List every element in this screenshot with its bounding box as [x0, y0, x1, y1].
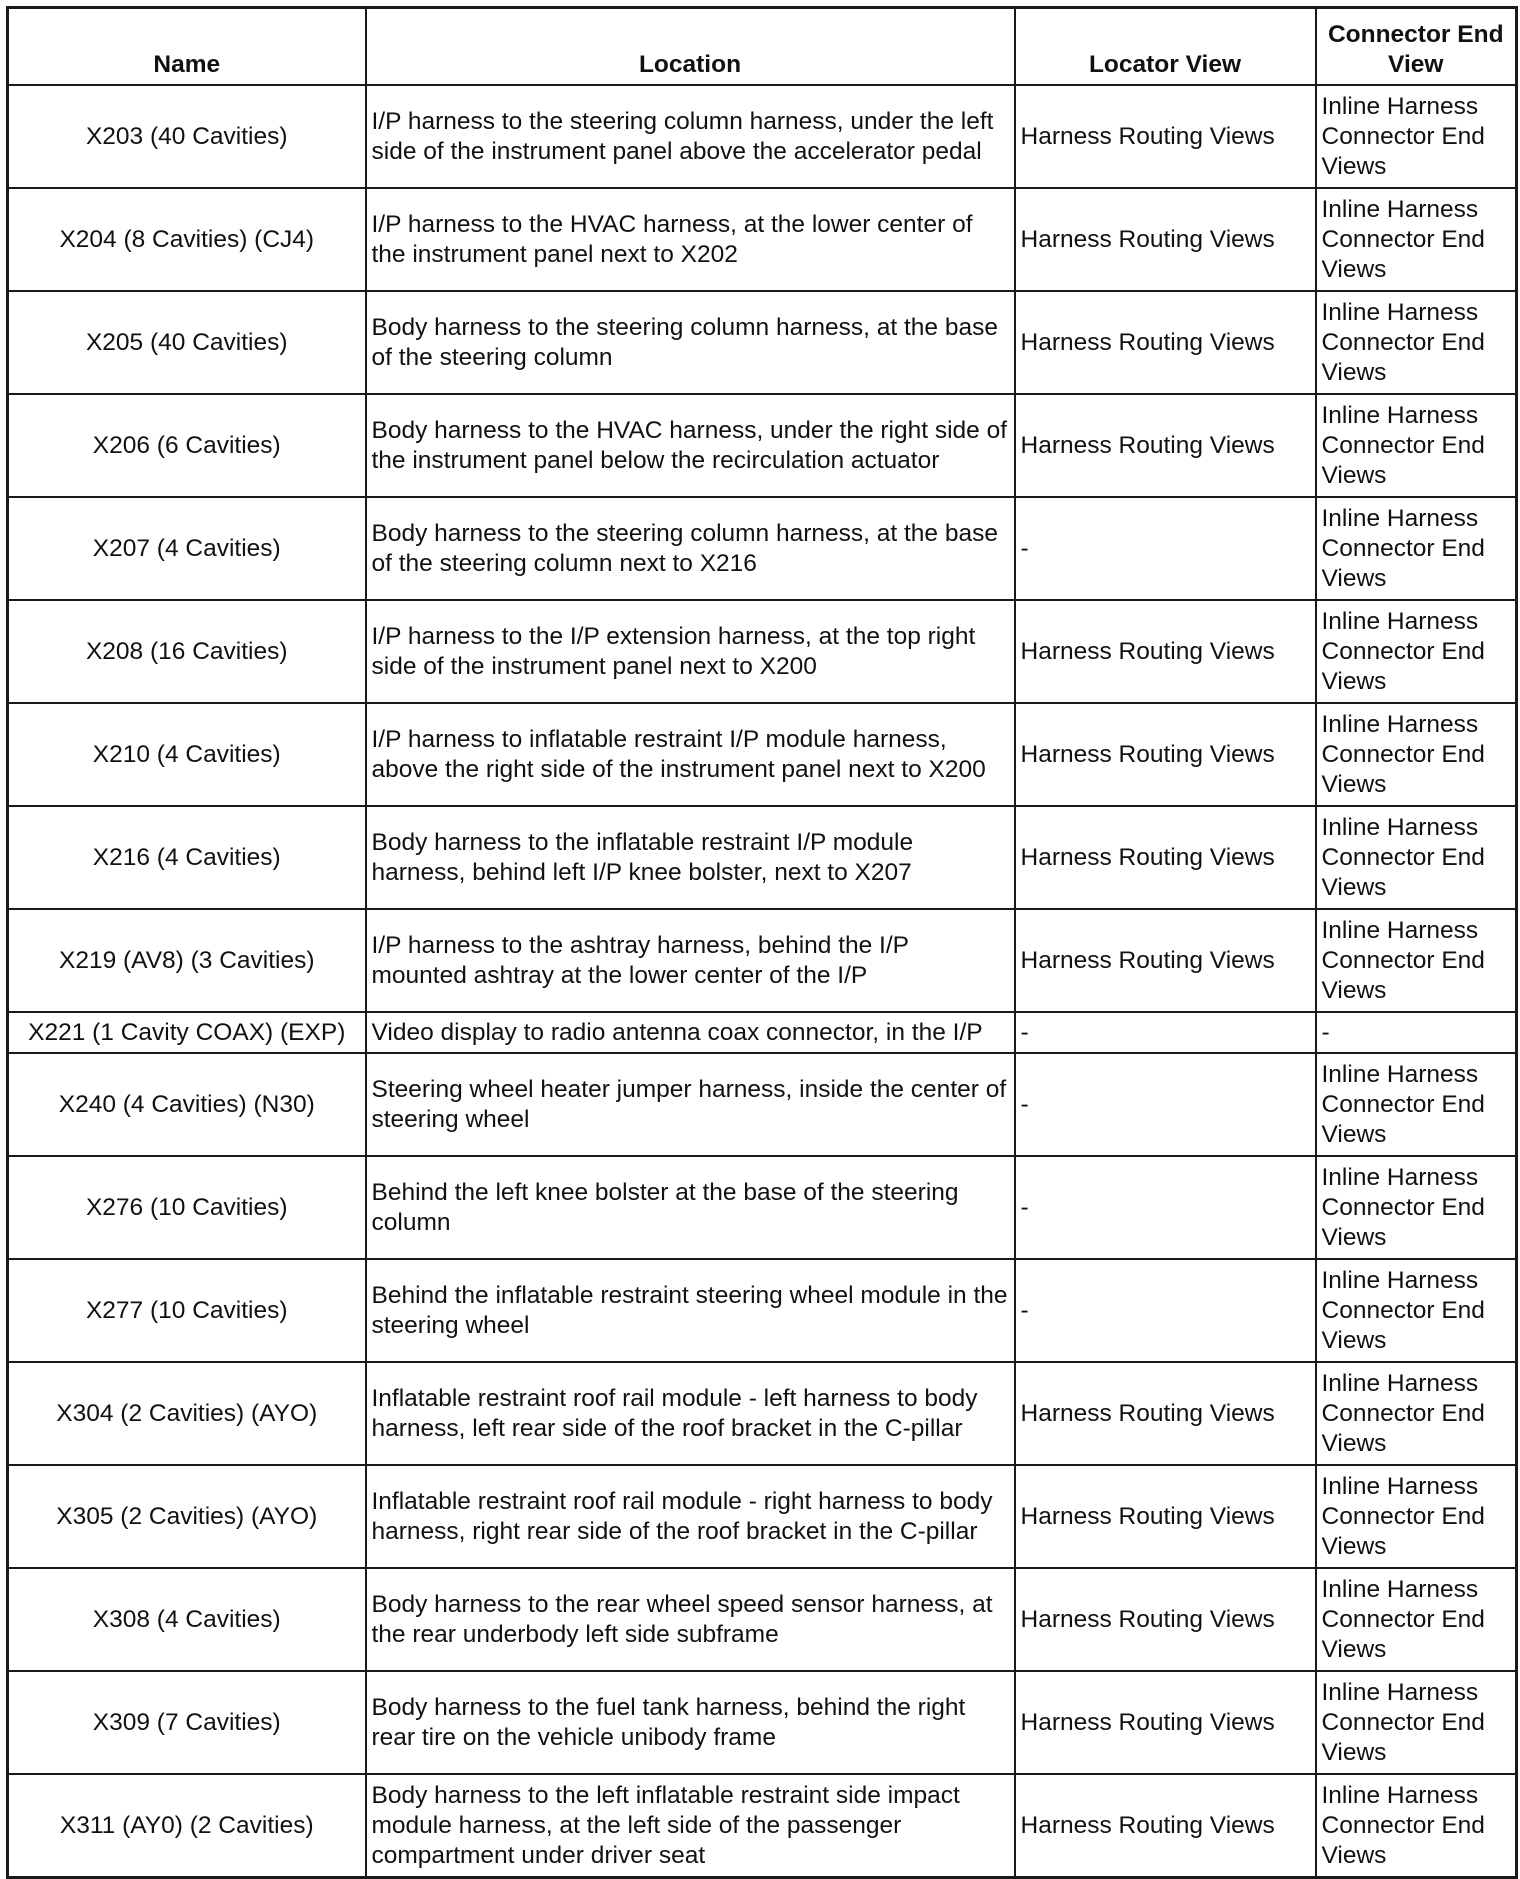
cell-location: Body harness to the rear wheel speed sensor harness, at the rear underbody left side subframe	[366, 1568, 1015, 1671]
cell-locator-view: -	[1015, 497, 1316, 600]
table-row	[8, 1465, 1517, 1568]
connector-table	[6, 6, 1518, 1879]
cell-connector-end-view: Inline Harness Connector End Views	[1316, 1671, 1517, 1774]
cell-connector-end-view: Inline Harness Connector End Views	[1316, 1259, 1517, 1362]
header-name: Name	[8, 8, 366, 86]
header-connector-end-view: Connector End View	[1316, 8, 1517, 86]
cell-connector-end-view: Inline Harness Connector End Views	[1316, 291, 1517, 394]
cell-locator-view: Harness Routing Views	[1015, 600, 1316, 703]
cell-name: X207 (4 Cavities)	[8, 497, 366, 600]
cell-name: X311 (AY0) (2 Cavities)	[8, 1774, 366, 1878]
cell-name: X305 (2 Cavities) (AYO)	[8, 1465, 366, 1568]
cell-location: Body harness to the left inflatable restraint side impact module harness, at the left side of the passenger compartment under driver seat	[366, 1774, 1015, 1878]
cell-connector-end-view: Inline Harness Connector End Views	[1316, 1053, 1517, 1156]
table-row	[8, 85, 1517, 188]
cell-name: X210 (4 Cavities)	[8, 703, 366, 806]
table-row	[8, 188, 1517, 291]
cell-name: X308 (4 Cavities)	[8, 1568, 366, 1671]
cell-connector-end-view: Inline Harness Connector End Views	[1316, 1465, 1517, 1568]
cell-connector-end-view: Inline Harness Connector End Views	[1316, 1774, 1517, 1878]
table-row	[8, 1053, 1517, 1156]
cell-location: I/P harness to the steering column harness, under the left side of the instrument panel above the accelerator pedal	[366, 85, 1015, 188]
cell-locator-view: Harness Routing Views	[1015, 1774, 1316, 1878]
cell-connector-end-view: Inline Harness Connector End Views	[1316, 394, 1517, 497]
cell-connector-end-view: Inline Harness Connector End Views	[1316, 1568, 1517, 1671]
cell-location: Body harness to the steering column harness, at the base of the steering column	[366, 291, 1015, 394]
cell-location: Behind the inflatable restraint steering wheel module in the steering wheel	[366, 1259, 1015, 1362]
cell-name: X204 (8 Cavities) (CJ4)	[8, 188, 366, 291]
connector-table-container	[6, 6, 1515, 1879]
header-locator-view: Locator View	[1015, 8, 1316, 86]
header-location: Location	[366, 8, 1015, 86]
table-row	[8, 291, 1517, 394]
cell-locator-view: Harness Routing Views	[1015, 188, 1316, 291]
table-row	[8, 497, 1517, 600]
cell-name: X240 (4 Cavities) (N30)	[8, 1053, 366, 1156]
table-row	[8, 703, 1517, 806]
cell-location: Body harness to the fuel tank harness, behind the right rear tire on the vehicle unibody frame	[366, 1671, 1015, 1774]
cell-connector-end-view: Inline Harness Connector End Views	[1316, 600, 1517, 703]
cell-locator-view: Harness Routing Views	[1015, 703, 1316, 806]
cell-name: X216 (4 Cavities)	[8, 806, 366, 909]
cell-locator-view: Harness Routing Views	[1015, 1362, 1316, 1465]
cell-locator-view: Harness Routing Views	[1015, 394, 1316, 497]
cell-connector-end-view: Inline Harness Connector End Views	[1316, 703, 1517, 806]
cell-location: Body harness to the steering column harness, at the base of the steering column next to X216	[366, 497, 1015, 600]
table-row	[8, 1156, 1517, 1259]
cell-connector-end-view: Inline Harness Connector End Views	[1316, 806, 1517, 909]
header-row	[8, 8, 1517, 86]
cell-location: Inflatable restraint roof rail module - left harness to body harness, left rear side of the roof bracket in the C-pillar	[366, 1362, 1015, 1465]
table-row	[8, 806, 1517, 909]
cell-name: X277 (10 Cavities)	[8, 1259, 366, 1362]
table-row	[8, 600, 1517, 703]
cell-name: X203 (40 Cavities)	[8, 85, 366, 188]
cell-location: I/P harness to the I/P extension harness, at the top right side of the instrument panel next to X200	[366, 600, 1015, 703]
table-row	[8, 1259, 1517, 1362]
cell-connector-end-view: Inline Harness Connector End Views	[1316, 85, 1517, 188]
table-row	[8, 1671, 1517, 1774]
cell-name: X276 (10 Cavities)	[8, 1156, 366, 1259]
cell-name: X208 (16 Cavities)	[8, 600, 366, 703]
cell-location: I/P harness to the ashtray harness, behind the I/P mounted ashtray at the lower center of the I/P	[366, 909, 1015, 1012]
table-row	[8, 1774, 1517, 1878]
cell-location: Video display to radio antenna coax connector, in the I/P	[366, 1012, 1015, 1053]
cell-name: X206 (6 Cavities)	[8, 394, 366, 497]
cell-locator-view: Harness Routing Views	[1015, 291, 1316, 394]
cell-locator-view: -	[1015, 1053, 1316, 1156]
cell-locator-view: -	[1015, 1156, 1316, 1259]
cell-locator-view: Harness Routing Views	[1015, 1465, 1316, 1568]
cell-name: X205 (40 Cavities)	[8, 291, 366, 394]
cell-connector-end-view: -	[1316, 1012, 1517, 1053]
cell-connector-end-view: Inline Harness Connector End Views	[1316, 188, 1517, 291]
table-row	[8, 1568, 1517, 1671]
cell-locator-view: -	[1015, 1012, 1316, 1053]
table-row	[8, 394, 1517, 497]
cell-location: Behind the left knee bolster at the base of the steering column	[366, 1156, 1015, 1259]
table-row	[8, 1362, 1517, 1465]
cell-name: X304 (2 Cavities) (AYO)	[8, 1362, 366, 1465]
table-row	[8, 1012, 1517, 1053]
cell-name: X221 (1 Cavity COAX) (EXP)	[8, 1012, 366, 1053]
cell-location: Body harness to the HVAC harness, under the right side of the instrument panel below the recirculation actuator	[366, 394, 1015, 497]
table-row	[8, 909, 1517, 1012]
cell-locator-view: Harness Routing Views	[1015, 806, 1316, 909]
cell-location: I/P harness to the HVAC harness, at the lower center of the instrument panel next to X202	[366, 188, 1015, 291]
cell-locator-view: Harness Routing Views	[1015, 1568, 1316, 1671]
cell-name: X219 (AV8) (3 Cavities)	[8, 909, 366, 1012]
cell-locator-view: Harness Routing Views	[1015, 909, 1316, 1012]
cell-location: I/P harness to inflatable restraint I/P module harness, above the right side of the instrument panel next to X200	[366, 703, 1015, 806]
cell-connector-end-view: Inline Harness Connector End Views	[1316, 909, 1517, 1012]
cell-locator-view: -	[1015, 1259, 1316, 1362]
cell-connector-end-view: Inline Harness Connector End Views	[1316, 1362, 1517, 1465]
cell-connector-end-view: Inline Harness Connector End Views	[1316, 1156, 1517, 1259]
cell-connector-end-view: Inline Harness Connector End Views	[1316, 497, 1517, 600]
cell-locator-view: Harness Routing Views	[1015, 85, 1316, 188]
cell-name: X309 (7 Cavities)	[8, 1671, 366, 1774]
cell-location: Body harness to the inflatable restraint I/P module harness, behind left I/P knee bolster, next to X207	[366, 806, 1015, 909]
cell-location: Steering wheel heater jumper harness, inside the center of steering wheel	[366, 1053, 1015, 1156]
cell-locator-view: Harness Routing Views	[1015, 1671, 1316, 1774]
cell-location: Inflatable restraint roof rail module - right harness to body harness, right rear side of the roof bracket in the C-pillar	[366, 1465, 1015, 1568]
